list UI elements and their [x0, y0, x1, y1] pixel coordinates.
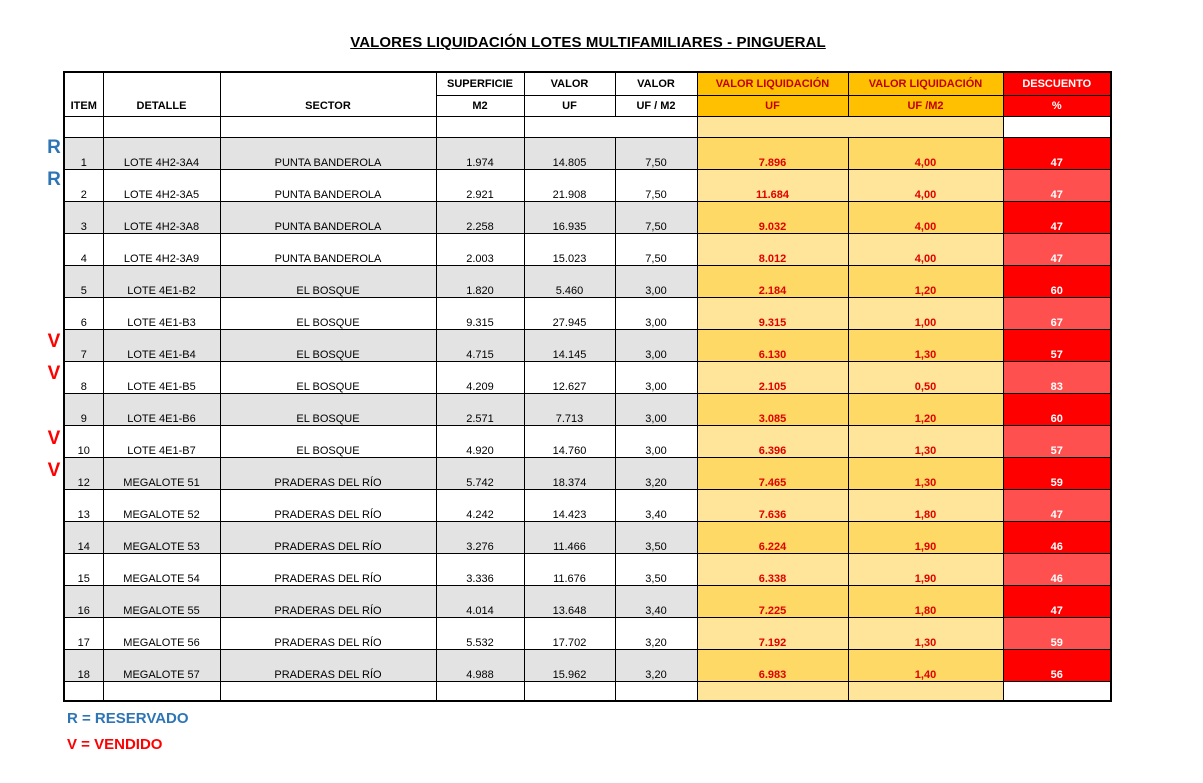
header-valor-m2: VALOR: [615, 72, 697, 96]
detalle-cell: MEGALOTE 56: [103, 618, 220, 650]
header-valor: VALOR: [524, 72, 615, 96]
sector-cell: EL BOSQUE: [220, 298, 436, 330]
closing-row: [64, 682, 1111, 702]
table-row: [64, 426, 1111, 458]
item-cell: 12: [64, 458, 103, 490]
item-cell: 5: [64, 266, 103, 298]
descuento-cell: 67: [1003, 298, 1111, 330]
table-row: [64, 234, 1111, 266]
valor-uf-cell: 14.805: [524, 138, 615, 170]
liq-uf-cell: 6.130: [697, 330, 848, 362]
item-cell: 15: [64, 554, 103, 586]
valor-uf-cell: 11.466: [524, 522, 615, 554]
header-superficie: SUPERFICIE: [436, 72, 524, 96]
valor-uf-cell: 7.713: [524, 394, 615, 426]
table-row: [64, 458, 1111, 490]
item-cell: 17: [64, 618, 103, 650]
liq-uf-m2-cell: 1,30: [848, 458, 1003, 490]
valor-uf-m2-cell: 7,50: [615, 170, 697, 202]
valor-uf-m2-cell: 3,40: [615, 586, 697, 618]
superficie-cell: 1.820: [436, 266, 524, 298]
table-row: [64, 522, 1111, 554]
detalle-cell: LOTE 4H2-3A8: [103, 202, 220, 234]
table-row: [64, 554, 1111, 586]
detalle-cell: LOTE 4E1-B7: [103, 426, 220, 458]
header-unit-uf: UF: [524, 96, 615, 117]
detalle-cell: MEGALOTE 55: [103, 586, 220, 618]
descuento-cell: 47: [1003, 234, 1111, 266]
descuento-cell: 56: [1003, 650, 1111, 682]
valor-uf-m2-cell: 3,40: [615, 490, 697, 522]
page-title: VALORES LIQUIDACIÓN LOTES MULTIFAMILIARES - PINGUERAL: [350, 34, 826, 51]
liq-uf-cell: 6.396: [697, 426, 848, 458]
valor-uf-m2-cell: 3,00: [615, 330, 697, 362]
valor-uf-cell: 21.908: [524, 170, 615, 202]
descuento-cell: 60: [1003, 394, 1111, 426]
item-cell: 13: [64, 490, 103, 522]
sector-cell: PRADERAS DEL RÍO: [220, 458, 436, 490]
header-unit-liq-uf-m2: UF /M2: [848, 96, 1003, 117]
liq-uf-m2-cell: 1,80: [848, 490, 1003, 522]
header-descuento: DESCUENTO: [1003, 72, 1111, 96]
liq-uf-m2-cell: 1,90: [848, 522, 1003, 554]
liq-uf-m2-cell: 1,30: [848, 618, 1003, 650]
legend-reservado: R = RESERVADO: [67, 710, 189, 727]
reservado-mark: R: [47, 169, 61, 190]
detalle-cell: LOTE 4E1-B3: [103, 298, 220, 330]
detalle-cell: LOTE 4H2-3A9: [103, 234, 220, 266]
descuento-cell: 47: [1003, 170, 1111, 202]
descuento-cell: 57: [1003, 330, 1111, 362]
valor-uf-m2-cell: 3,00: [615, 298, 697, 330]
header-cell: [103, 72, 220, 96]
superficie-cell: 4.014: [436, 586, 524, 618]
item-cell: 4: [64, 234, 103, 266]
reservado-mark: R: [47, 137, 61, 158]
header-row-bottom: [64, 96, 1111, 117]
valor-uf-m2-cell: 7,50: [615, 234, 697, 266]
sector-cell: EL BOSQUE: [220, 362, 436, 394]
sector-cell: EL BOSQUE: [220, 426, 436, 458]
table-row: [64, 394, 1111, 426]
valor-uf-m2-cell: 3,50: [615, 522, 697, 554]
table-row: [64, 170, 1111, 202]
header-unit-percent: %: [1003, 96, 1111, 117]
table-row: [64, 330, 1111, 362]
sector-cell: PRADERAS DEL RÍO: [220, 618, 436, 650]
detalle-cell: LOTE 4H2-3A5: [103, 170, 220, 202]
superficie-cell: 4.715: [436, 330, 524, 362]
item-cell: 3: [64, 202, 103, 234]
superficie-cell: 2.003: [436, 234, 524, 266]
sector-cell: PUNTA BANDEROLA: [220, 202, 436, 234]
descuento-cell: 46: [1003, 554, 1111, 586]
liq-uf-cell: 11.684: [697, 170, 848, 202]
liq-uf-cell: 2.184: [697, 266, 848, 298]
table-row: [64, 618, 1111, 650]
valor-uf-m2-cell: 7,50: [615, 138, 697, 170]
valor-uf-m2-cell: 3,00: [615, 266, 697, 298]
sector-cell: PRADERAS DEL RÍO: [220, 650, 436, 682]
liq-uf-cell: 6.983: [697, 650, 848, 682]
descuento-cell: 47: [1003, 490, 1111, 522]
liq-uf-m2-cell: 4,00: [848, 138, 1003, 170]
liq-uf-m2-cell: 1,30: [848, 330, 1003, 362]
table-row: [64, 650, 1111, 682]
liq-uf-cell: 3.085: [697, 394, 848, 426]
table-row: [64, 202, 1111, 234]
detalle-cell: MEGALOTE 51: [103, 458, 220, 490]
valor-uf-cell: 11.676: [524, 554, 615, 586]
superficie-cell: 2.258: [436, 202, 524, 234]
header-cell: [64, 72, 103, 96]
liq-uf-m2-cell: 1,20: [848, 394, 1003, 426]
descuento-cell: 60: [1003, 266, 1111, 298]
liq-uf-m2-cell: 0,50: [848, 362, 1003, 394]
valor-uf-m2-cell: 3,20: [615, 618, 697, 650]
header-sector: SECTOR: [220, 96, 436, 117]
valor-uf-cell: 14.423: [524, 490, 615, 522]
sector-cell: PRADERAS DEL RÍO: [220, 522, 436, 554]
item-cell: 18: [64, 650, 103, 682]
item-cell: 8: [64, 362, 103, 394]
superficie-cell: 3.276: [436, 522, 524, 554]
item-cell: 9: [64, 394, 103, 426]
legend-vendido: V = VENDIDO: [67, 736, 163, 753]
detalle-cell: MEGALOTE 53: [103, 522, 220, 554]
superficie-cell: 2.921: [436, 170, 524, 202]
item-cell: 2: [64, 170, 103, 202]
sector-cell: PUNTA BANDEROLA: [220, 138, 436, 170]
liq-uf-m2-cell: 4,00: [848, 202, 1003, 234]
sector-cell: PRADERAS DEL RÍO: [220, 554, 436, 586]
header-unit-liq-uf: UF: [697, 96, 848, 117]
header-valor-liquidacion: VALOR LIQUIDACIÓN: [697, 72, 848, 96]
liq-uf-m2-cell: 1,90: [848, 554, 1003, 586]
liq-uf-m2-cell: 1,80: [848, 586, 1003, 618]
table-row: [64, 266, 1111, 298]
header-item: ITEM: [64, 96, 103, 117]
liq-uf-cell: 7.896: [697, 138, 848, 170]
superficie-cell: 4.988: [436, 650, 524, 682]
valor-uf-m2-cell: 3,00: [615, 394, 697, 426]
detalle-cell: LOTE 4E1-B2: [103, 266, 220, 298]
sector-cell: EL BOSQUE: [220, 266, 436, 298]
sector-cell: EL BOSQUE: [220, 330, 436, 362]
sector-cell: PUNTA BANDEROLA: [220, 170, 436, 202]
descuento-cell: 47: [1003, 586, 1111, 618]
liq-uf-cell: 6.224: [697, 522, 848, 554]
detalle-cell: MEGALOTE 54: [103, 554, 220, 586]
table-row: [64, 298, 1111, 330]
detalle-cell: LOTE 4E1-B6: [103, 394, 220, 426]
liq-uf-m2-cell: 1,40: [848, 650, 1003, 682]
valor-uf-cell: 14.760: [524, 426, 615, 458]
valor-uf-cell: 13.648: [524, 586, 615, 618]
sector-cell: PUNTA BANDEROLA: [220, 234, 436, 266]
valor-uf-cell: 17.702: [524, 618, 615, 650]
vendido-mark: V: [47, 363, 61, 384]
superficie-cell: 4.920: [436, 426, 524, 458]
table-row: [64, 490, 1111, 522]
descuento-cell: 46: [1003, 522, 1111, 554]
valor-uf-cell: 18.374: [524, 458, 615, 490]
superficie-cell: 2.571: [436, 394, 524, 426]
header-unit-m2: M2: [436, 96, 524, 117]
valor-uf-cell: 15.962: [524, 650, 615, 682]
descuento-cell: 47: [1003, 138, 1111, 170]
sector-cell: PRADERAS DEL RÍO: [220, 586, 436, 618]
header-valor-liquidacion-m2: VALOR LIQUIDACIÓN: [848, 72, 1003, 96]
liq-uf-cell: 7.225: [697, 586, 848, 618]
detalle-cell: LOTE 4H2-3A4: [103, 138, 220, 170]
item-cell: 14: [64, 522, 103, 554]
detalle-cell: MEGALOTE 57: [103, 650, 220, 682]
valor-uf-cell: 16.935: [524, 202, 615, 234]
superficie-cell: 5.532: [436, 618, 524, 650]
valor-uf-cell: 14.145: [524, 330, 615, 362]
valor-uf-cell: 27.945: [524, 298, 615, 330]
descuento-cell: 59: [1003, 458, 1111, 490]
table-row: [64, 586, 1111, 618]
table-row: [64, 138, 1111, 170]
header-detalle: DETALLE: [103, 96, 220, 117]
superficie-cell: 4.242: [436, 490, 524, 522]
item-cell: 16: [64, 586, 103, 618]
descuento-cell: 83: [1003, 362, 1111, 394]
liq-uf-cell: 8.012: [697, 234, 848, 266]
descuento-cell: 57: [1003, 426, 1111, 458]
detalle-cell: MEGALOTE 52: [103, 490, 220, 522]
valor-uf-cell: 5.460: [524, 266, 615, 298]
valor-uf-m2-cell: 3,50: [615, 554, 697, 586]
descuento-cell: 59: [1003, 618, 1111, 650]
liq-uf-m2-cell: 1,20: [848, 266, 1003, 298]
liq-uf-cell: 7.192: [697, 618, 848, 650]
table-row: [64, 362, 1111, 394]
superficie-cell: 3.336: [436, 554, 524, 586]
header-row-top: [64, 72, 1111, 96]
detalle-cell: LOTE 4E1-B4: [103, 330, 220, 362]
superficie-cell: 9.315: [436, 298, 524, 330]
liq-uf-cell: 7.465: [697, 458, 848, 490]
liq-uf-m2-cell: 4,00: [848, 234, 1003, 266]
item-cell: 1: [64, 138, 103, 170]
liq-uf-cell: 9.032: [697, 202, 848, 234]
valor-uf-cell: 12.627: [524, 362, 615, 394]
superficie-cell: 5.742: [436, 458, 524, 490]
detalle-cell: LOTE 4E1-B5: [103, 362, 220, 394]
item-cell: 7: [64, 330, 103, 362]
vendido-mark: V: [47, 460, 61, 481]
valor-uf-m2-cell: 7,50: [615, 202, 697, 234]
liq-uf-cell: 9.315: [697, 298, 848, 330]
sector-cell: PRADERAS DEL RÍO: [220, 490, 436, 522]
liq-uf-m2-cell: 4,00: [848, 170, 1003, 202]
valor-uf-cell: 15.023: [524, 234, 615, 266]
sector-cell: EL BOSQUE: [220, 394, 436, 426]
liq-uf-cell: 2.105: [697, 362, 848, 394]
item-cell: 10: [64, 426, 103, 458]
liq-uf-cell: 6.338: [697, 554, 848, 586]
valor-uf-m2-cell: 3,00: [615, 426, 697, 458]
liq-uf-m2-cell: 1,00: [848, 298, 1003, 330]
superficie-cell: 1.974: [436, 138, 524, 170]
liquidation-table: [63, 71, 1112, 702]
liq-uf-cell: 7.636: [697, 490, 848, 522]
valor-uf-m2-cell: 3,00: [615, 362, 697, 394]
descuento-cell: 47: [1003, 202, 1111, 234]
item-cell: 6: [64, 298, 103, 330]
valor-uf-m2-cell: 3,20: [615, 458, 697, 490]
spacer-row: [64, 117, 1111, 138]
header-cell: [220, 72, 436, 96]
superficie-cell: 4.209: [436, 362, 524, 394]
vendido-mark: V: [47, 428, 61, 449]
valor-uf-m2-cell: 3,20: [615, 650, 697, 682]
vendido-mark: V: [47, 331, 61, 352]
header-unit-uf-m2: UF / M2: [615, 96, 697, 117]
liq-uf-m2-cell: 1,30: [848, 426, 1003, 458]
